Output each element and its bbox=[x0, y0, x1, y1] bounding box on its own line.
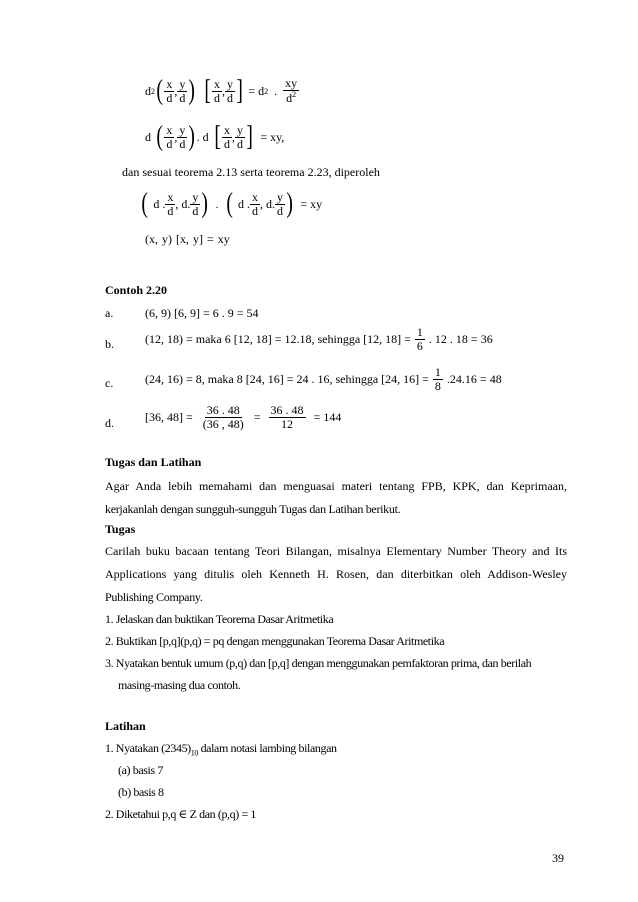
tasks-heading: Tugas dan Latihan bbox=[105, 455, 202, 469]
eq1-right-paren: ) bbox=[188, 75, 196, 106]
tugas-heading: Tugas bbox=[105, 522, 136, 536]
example-d-label: d. bbox=[105, 416, 114, 430]
eq3-comma-d-2: , d. bbox=[259, 196, 275, 211]
eq3-frac-y2: $\frac{y}{d}$ bbox=[276, 189, 283, 218]
eq1-equals: = d bbox=[248, 83, 265, 98]
eq2-left-paren: ( bbox=[156, 121, 163, 152]
latihan-item-1a: (a) basis 7 bbox=[118, 763, 163, 777]
latihan-item-1: 1. Nyatakan $(2345)_{10}$ dalam notasi lambing bilangan bbox=[105, 741, 337, 758]
eq2-dot-d: . d bbox=[196, 129, 209, 144]
example-d-text: [36, 48] = $\frac{36 . 48}{(36 , 48)}$ = $\frac{36 . 48}{12}$ = 144 bbox=[145, 403, 342, 431]
tasks-paragraph-line-2: kerjakanlah dengan sungguh-sungguh Tugas dan Latihan berikut. bbox=[105, 502, 401, 516]
eq3-frac-y: $\frac{y}{d}$ bbox=[192, 189, 199, 218]
eq3-d-dot-2: d . bbox=[237, 196, 250, 211]
eq3-right-paren-2: ) bbox=[286, 188, 293, 219]
example-c-text: (24, 16) = 8, maka 8 [24, 16] = 24 . 16, sehingga [24, 16] = $\frac{1}{8}$ .24.16 = 48 bbox=[145, 365, 502, 393]
eq3-d-dot: d . bbox=[153, 196, 166, 211]
eq3-left-paren-2: ( bbox=[226, 188, 233, 219]
eq3-right-paren-1: ) bbox=[201, 188, 209, 219]
latihan-heading: Latihan bbox=[105, 719, 146, 733]
tugas-line-2: Applications yang ditulis oleh Kenneth H. Rosen, dan diterbitkan oleh Addison-Wesley bbox=[105, 567, 567, 581]
eq3-comma-d: , d. bbox=[175, 196, 191, 211]
latihan-item-2: 2. Diketahui p,q ∈ Z dan (p,q) = 1 bbox=[105, 807, 257, 821]
eq3-dot: . bbox=[215, 196, 219, 211]
eq1-comma: , bbox=[174, 83, 178, 98]
example-b-label: b. bbox=[105, 337, 114, 351]
eq3-frac-x: $\frac{x}{d}$ bbox=[167, 189, 174, 218]
tugas-line-1: Carilah buku bacaan tentang Teori Bilangan, misalnya Elementary Number Theory and Its bbox=[105, 544, 567, 558]
eq2-frac-x2: $\frac{x}{d}$ bbox=[223, 122, 230, 151]
tugas-item-2: 2. Buktikan [p,q](p,q) = pq dengan menggunakan Teorema Dasar Aritmetika bbox=[105, 634, 445, 648]
eq3-frac-x2: $\frac{x}{d}$ bbox=[251, 189, 258, 218]
eq1-right-bracket: ] bbox=[236, 75, 243, 106]
eq1-frac-y: $\frac{y}{d}$ bbox=[179, 76, 186, 105]
eq1-frac-y2: $\frac{y}{d}$ bbox=[226, 76, 233, 105]
eq1-dot: . bbox=[274, 83, 278, 98]
equation-3 bbox=[140, 190, 322, 218]
eq1-d: d bbox=[145, 83, 151, 98]
tugas-item-1: 1. Jelaskan dan buktikan Teorema Dasar Aritmetika bbox=[105, 612, 334, 626]
eq2-comma: , bbox=[174, 129, 178, 144]
example-a-label: a. bbox=[105, 306, 114, 320]
example-c-fraction: $\frac{1}{8}$ bbox=[434, 365, 441, 393]
eq2-comma-2: , bbox=[231, 129, 235, 144]
eq1-frac-xy: $\frac{xy}{d^2}$ bbox=[285, 76, 298, 105]
eq1-left-paren: ( bbox=[156, 75, 163, 106]
eq2-left-bracket: [ bbox=[214, 121, 221, 152]
example-d-fraction-1: $\frac{36 . 48}{(36 , 48)}$ bbox=[202, 403, 244, 431]
example-d-fraction-2: $\frac{36 . 48}{12}$ bbox=[270, 403, 304, 431]
tugas-line-3: Publishing Company. bbox=[105, 590, 203, 604]
eq3-equals: = xy bbox=[300, 196, 323, 211]
equation-4: (x, y) [x, y] = xy bbox=[145, 232, 230, 246]
example-b-fraction: $\frac{1}{6}$ bbox=[416, 325, 423, 353]
eq2-equals: = xy, bbox=[260, 129, 285, 144]
tugas-item-3-line-1: 3. Nyatakan bentuk umum (p,q) dan [p,q] dengan menggunakan pemfaktoran prima, dan berilah bbox=[105, 656, 532, 670]
example-heading: Contoh 2.20 bbox=[105, 283, 168, 297]
eq2-right-bracket: ] bbox=[246, 121, 253, 152]
tasks-paragraph-line-1: Agar Anda lebih memahami dan menguasai materi tentang FPB, KPK, dan Keprimaan, bbox=[105, 479, 567, 493]
eq2-frac-y2: $\frac{y}{d}$ bbox=[236, 122, 243, 151]
eq1-left-bracket: [ bbox=[204, 75, 211, 106]
latihan-item-1b: (b) basis 8 bbox=[118, 785, 164, 799]
eq2-d: d bbox=[145, 129, 151, 144]
example-c-label: c. bbox=[105, 376, 114, 390]
eq2-frac-y: $\frac{y}{d}$ bbox=[179, 122, 186, 151]
tugas-item-3-line-2: masing-masing dua contoh. bbox=[118, 678, 241, 692]
eq1-frac-x2: $\frac{x}{d}$ bbox=[213, 76, 220, 105]
eq2-frac-x: $\frac{x}{d}$ bbox=[166, 122, 173, 151]
equation-2 bbox=[145, 123, 284, 151]
eq3-left-paren-1: ( bbox=[141, 188, 148, 219]
eq1-exponent: 2 bbox=[151, 86, 155, 96]
page-number: 39 bbox=[552, 851, 564, 865]
equation-1 bbox=[145, 77, 299, 105]
eq1-frac-x: $\frac{x}{d}$ bbox=[166, 76, 173, 105]
eq1-comma-2: , bbox=[221, 83, 225, 98]
eq2-right-paren: ) bbox=[188, 121, 196, 152]
theorem-reference-text: dan sesuai teorema 2.13 serta teorema 2.23, diperoleh bbox=[122, 165, 380, 179]
eq1-exponent-2: 2 bbox=[264, 86, 269, 96]
example-b-text: (12, 18) = maka 6 [12, 18] = 12.18, sehingga [12, 18] = $\frac{1}{6}$ . 12 . 18 = 36 bbox=[145, 325, 493, 353]
example-a-text: (6, 9) [6, 9] = 6 . 9 = 54 bbox=[145, 306, 259, 320]
